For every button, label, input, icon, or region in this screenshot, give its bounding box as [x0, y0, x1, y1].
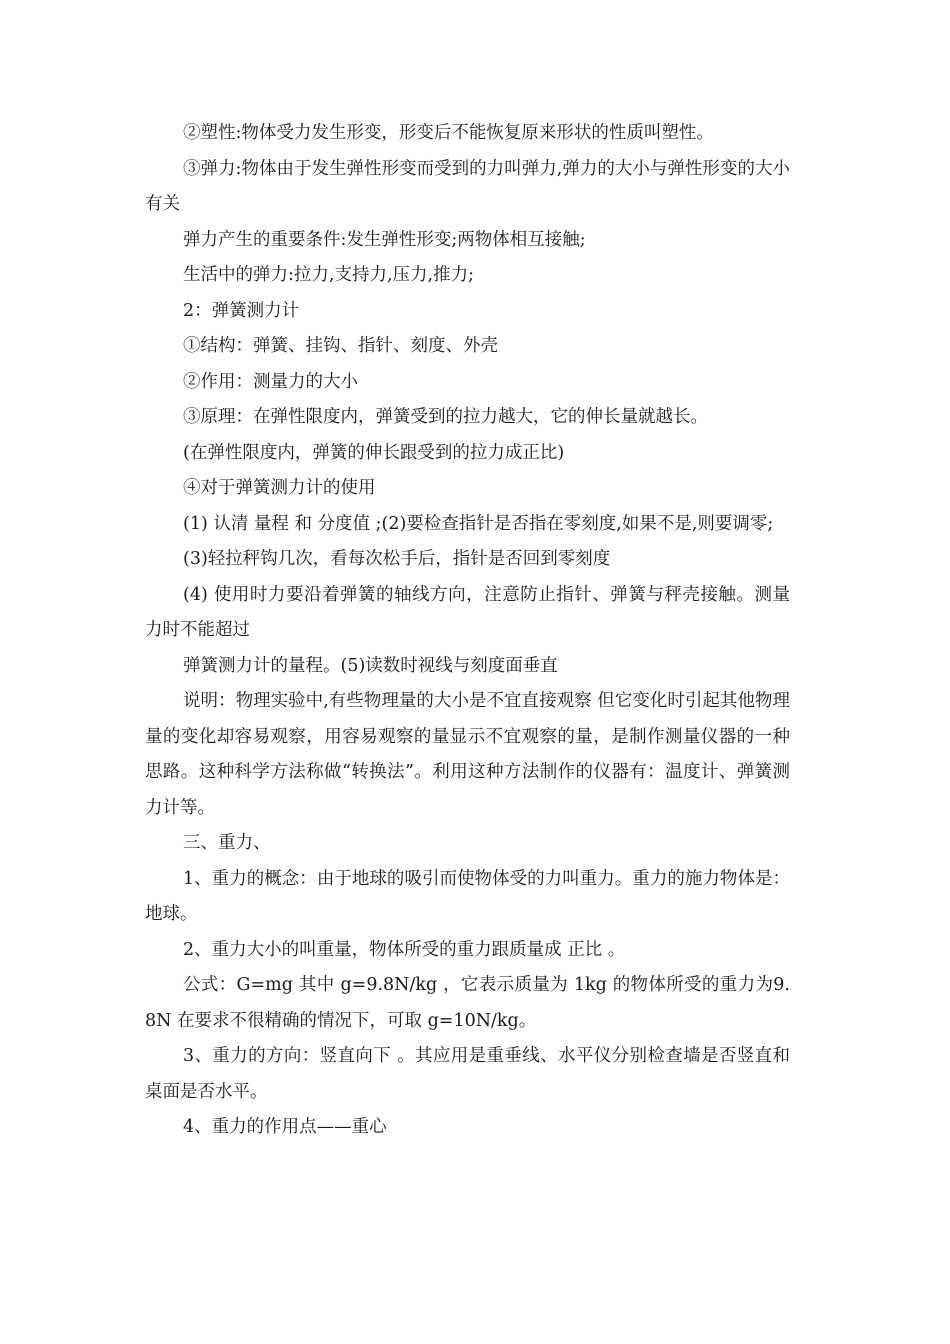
paragraph-usage-4: (4) 使用时力要沿着弹簧的轴线方向，注意防止指针、弹簧与秤壳接触。测量力时不能超过	[145, 584, 790, 640]
document-body	[145, 116, 790, 1146]
paragraph-usage-3: (3)轻拉秤钩几次，看每次松手后，指针是否回到零刻度	[183, 549, 611, 569]
paragraph-gravity-formula: 公式：G=mg 其中 g=9.8N/kg ，它表示质量为 1kg 的物体所受的重力为9.8N 在要求不很精确的情况下，可取 g=10N/kg。	[145, 975, 790, 1031]
section-heading-spring-scale: 2：弹簧测力计	[183, 300, 300, 321]
paragraph-gravity-center: 4、重力的作用点——重心	[183, 1117, 387, 1137]
paragraph-principle-note: (在弹性限度内，弹簧的伸长跟受到的拉力成正比)	[183, 442, 565, 463]
paragraph-plasticity: ②塑性:物体受力发生形变，形变后不能恢复原来形状的性质叫塑性。	[183, 123, 714, 143]
paragraph-explanation: 说明：物理实验中,有些物理量的大小是不宜直接观察 但它变化时引起其他物理量的变化却容易观察，用容易观察的量显示不宜观察的量，是制作测量仪器的一种思路。这种科学方法称做“转换法”。利用这种方法制作的仪器有：温度计、弹簧测力计等。	[145, 691, 790, 818]
paragraph-principle: ③原理：在弹性限度内，弹簧受到的拉力越大，它的伸长量就越长。	[183, 407, 708, 427]
paragraph-function: ②作用：测量力的大小	[183, 371, 358, 392]
paragraph-usage-heading: ④对于弹簧测力计的使用	[183, 478, 376, 498]
paragraph-gravity-direction: 3、重力的方向：竖直向下 。其应用是重垂线、水平仪分别检查墙是否竖直和桌面是否水平。	[145, 1046, 790, 1102]
paragraph-gravity-concept: 1、重力的概念：由于地球的吸引而使物体受的力叫重力。重力的施力物体是：地球。	[145, 868, 790, 924]
paragraph-gravity-magnitude: 2、重力大小的叫重量，物体所受的重力跟质量成 正比 。	[183, 939, 626, 960]
paragraph-elastic-conditions: 弹力产生的重要条件:发生弹性形变;两物体相互接触;	[183, 229, 586, 250]
paragraph-structure: ①结构：弹簧、挂钩、指针、刻度、外壳	[183, 336, 498, 356]
section-heading-gravity: 三、重力、	[183, 833, 271, 853]
paragraph-elastic-examples: 生活中的弹力:拉力,支持力,压力,推力;	[183, 265, 474, 285]
paragraph-elastic-force: ③弹力:物体由于发生弹性形变而受到的力叫弹力,弹力的大小与弹性形变的大小有关	[145, 158, 790, 214]
paragraph-usage-1-2: (1) 认清 量程 和 分度值 ;(2)要检查指针是否指在零刻度,如果不是,则要调零;	[183, 513, 774, 534]
paragraph-usage-5: 弹簧测力计的量程。(5)读数时视线与刻度面垂直	[183, 655, 558, 676]
